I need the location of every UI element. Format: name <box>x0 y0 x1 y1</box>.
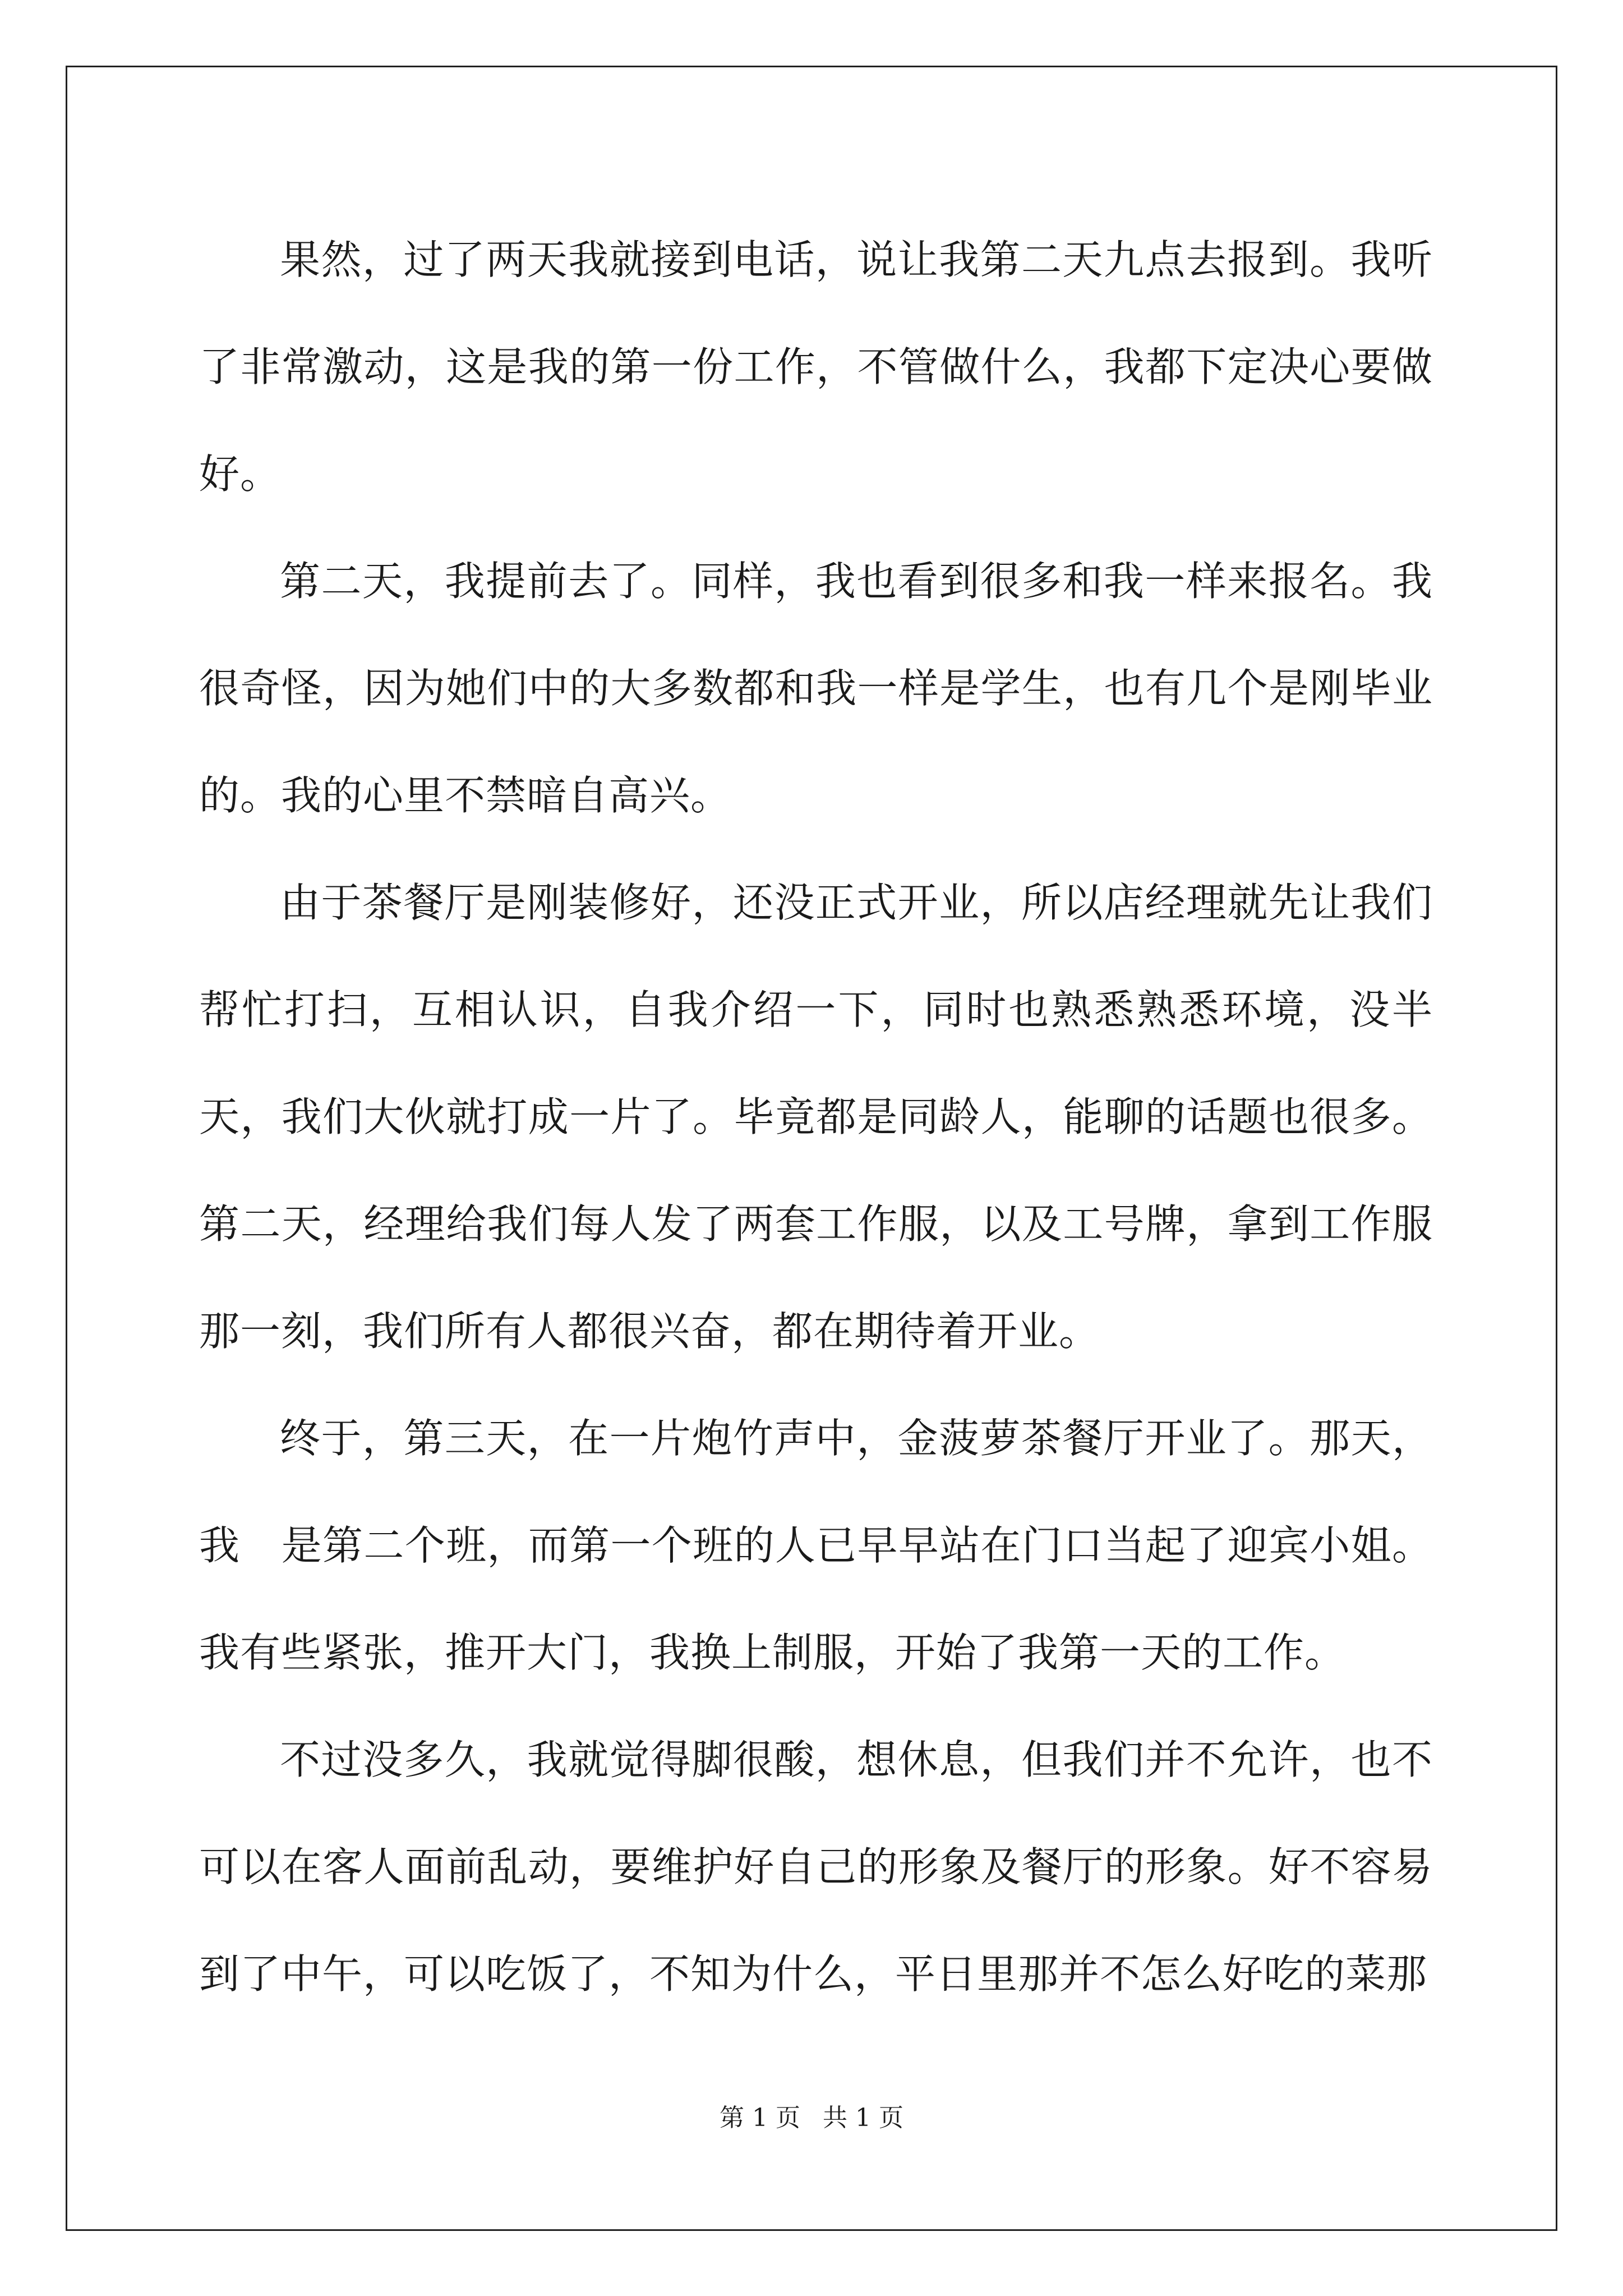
paragraph: 第二天，我提前去了。同样，我也看到很多和我一样来报名。我很奇怪，因为她们中的大多数都和我一样是学生，也有几个是刚毕业的。我的心里不禁暗自高兴。 <box>199 558 1433 819</box>
paragraph: 不过没多久，我就觉得脚很酸，想休息，但我们并不允许，也不可以在客人面前乱动，要维护好自己的形象及餐厅的形象。好不容易到了中午，可以吃饭了，不知为什么，平日里那并不怎么好吃的菜那 <box>199 1736 1433 1998</box>
page-footer <box>0 2101 1623 2135</box>
page-number-current: 第 1 页 <box>720 2104 800 2132</box>
paragraph: 由于茶餐厅是刚装修好，还没正式开业，所以店经理就先让我们帮忙打扫，互相认识，自我介绍一下，同时也熟悉熟悉环境，没半天，我们大伙就打成一片了。毕竟都是同龄人，能聊的话题也很多。第二天，经理给我们每人发了两套工作服，以及工号牌，拿到工作服那一刻，我们所有人都很兴奋，都在期待着开业。 <box>199 879 1433 1355</box>
document-body <box>199 206 1433 2028</box>
paragraph: 果然，过了两天我就接到电话，说让我第二天九点去报到。我听了非常激动，这是我的第一份工作，不管做什么，我都下定决心要做好。 <box>199 236 1433 498</box>
page-number-total: 共 1 页 <box>823 2104 903 2132</box>
paragraph: 终于，第三天，在一片炮竹声中，金菠萝茶餐厅开业了。那天，我 是第二个班，而第一个班的人已早早站在门口当起了迎宾小姐。我有些紧张，推开大门，我换上制服，开始了我第一天的工作。 <box>199 1415 1433 1676</box>
